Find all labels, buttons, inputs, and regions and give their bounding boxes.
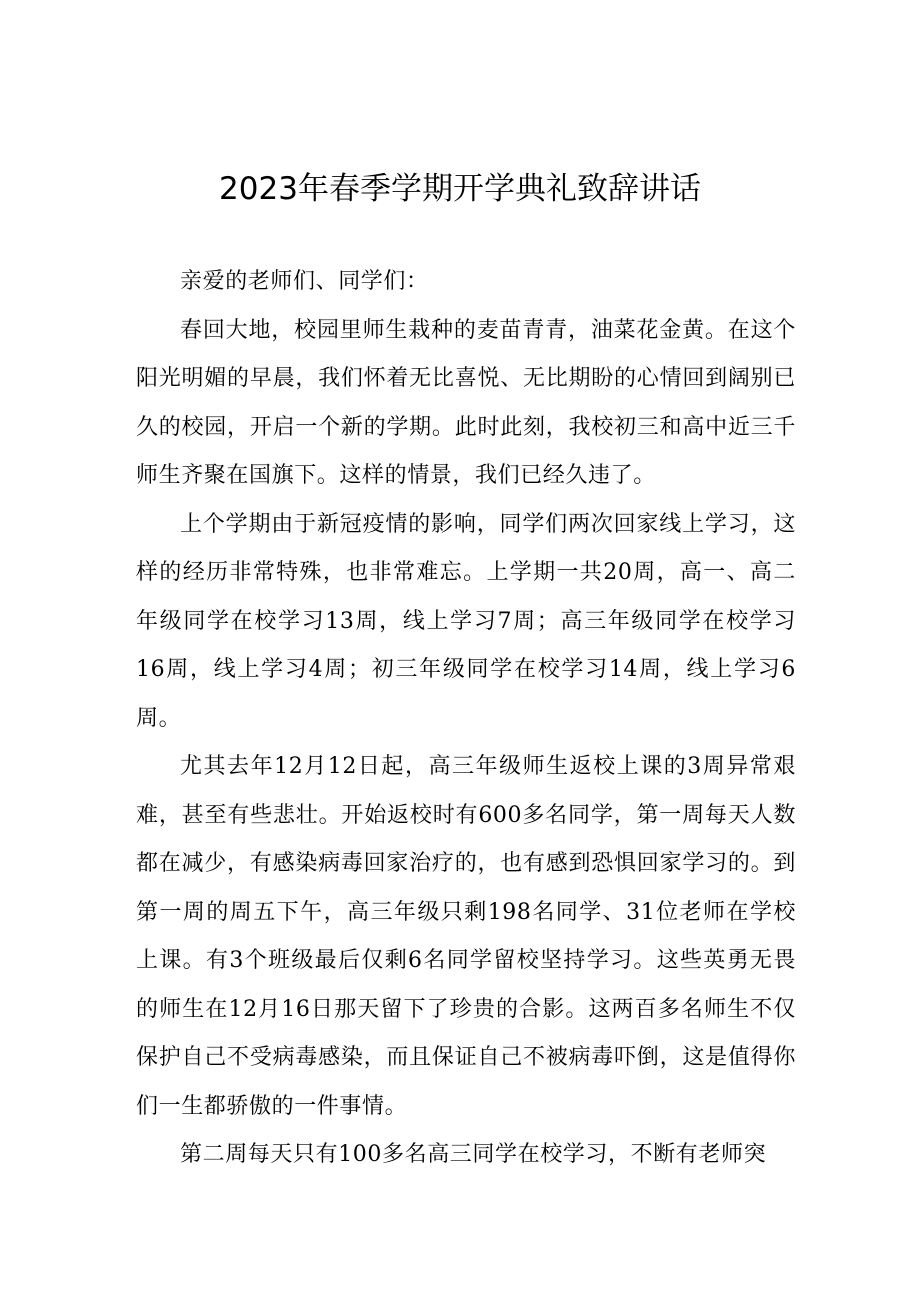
document-title: 2023年春季学期开学典礼致辞讲话	[219, 171, 701, 207]
paragraph-spring-return: 春回大地，校园里师生栽种的麦苗青青，油菜花金黄。在这个阳光明媚的早晨，我们怀着无比喜悦、无比期盼的心情回到阔别已久的校园，开启一个新的学期。此时此刻，我校初三和高中近三千师生齐聚在国旗下。这样的情景，我们已经久违了。	[136, 317, 796, 488]
paragraph-last-semester: 上个学期由于新冠疫情的影响，同学们两次回家线上学习，这样的经历非常特殊，也非常难忘。上学期一共20周，高一、高二年级同学在校学习13周，线上学习7周；高三年级同学在校学习16周，线上学习4周；初三年级同学在校学习14周，线上学习6周。	[136, 511, 796, 731]
paragraph-salutation: 亲爱的老师们、同学们：	[180, 269, 429, 294]
paragraph-second-week: 第二周每天只有100多名高三同学在校学习，不断有老师突	[180, 1142, 767, 1167]
document-body	[136, 258, 796, 1180]
paragraph-december-return: 尤其去年12月12日起，高三年级师生返校上课的3周异常艰难，甚至有些悲壮。开始返校时有600多名同学，第一周每天人数都在减少，有感染病毒回家治疗的，也有感到恐惧回家学习的。到第一周的周五下午，高三年级只剩198名同学、31位老师在学校上课。有3个班级最后仅剩6名同学留校坚持学习。这些英勇无畏的师生在12月16日那天留下了珍贵的合影。这两百多名师生不仅保护自己不受病毒感染，而且保证自己不被病毒吓倒，这是值得你们一生都骄傲的一件事情。	[136, 754, 796, 1119]
